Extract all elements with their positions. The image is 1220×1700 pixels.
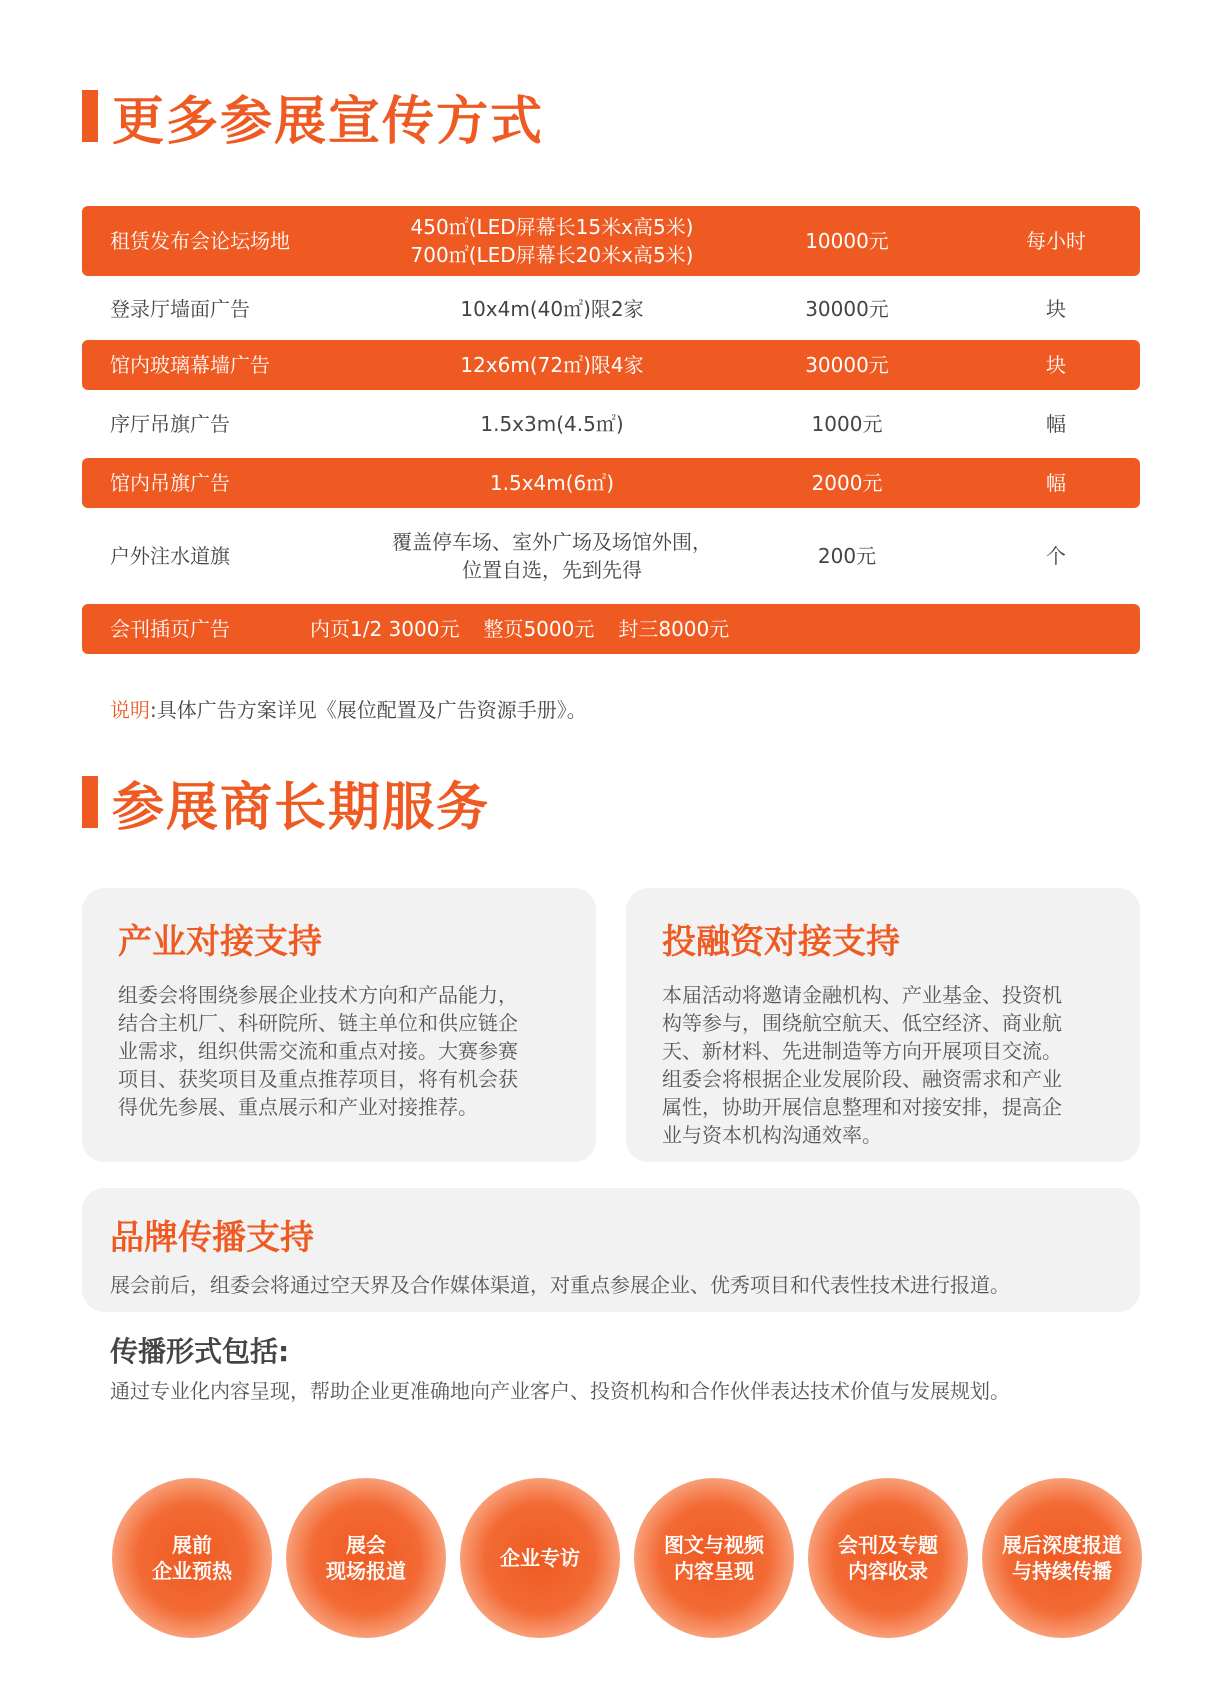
ad-price: 30000元 — [805, 353, 889, 377]
card-title: 投融资对接支持 — [662, 922, 900, 962]
ad-name: 户外注水道旗 — [110, 544, 230, 568]
table-row — [82, 340, 1140, 390]
ad-unit: 幅 — [1046, 412, 1066, 436]
ad-spec: 12x6m(72㎡)限4家 — [460, 353, 644, 377]
section-title-promotion — [82, 86, 545, 152]
ad-name: 馆内吊旗广告 — [110, 471, 230, 495]
table-row — [82, 458, 1140, 508]
ad-price: 30000元 — [805, 297, 889, 321]
table-row — [82, 278, 1140, 340]
finance-support-card — [626, 888, 1140, 1162]
ad-price: 200元 — [817, 544, 877, 568]
form-circle-media: 图文与视频 内容呈现 — [634, 1478, 794, 1638]
form-circle-followup: 展后深度报道 与持续传播 — [982, 1478, 1142, 1638]
insert-price-item: 内页1/2 3000元 — [310, 617, 460, 641]
table-row — [82, 508, 1140, 604]
ad-spec: 450㎡(LED屏幕长15米x高5米) 700㎡(LED屏幕长20米x高5米) — [410, 215, 694, 267]
title-accent-bar — [82, 776, 98, 828]
ad-unit: 个 — [1046, 544, 1066, 568]
insert-price-item: 封三8000元 — [618, 617, 730, 641]
ad-price: 10000元 — [805, 229, 889, 253]
card-title: 品牌传播支持 — [110, 1218, 314, 1258]
ad-unit: 每小时 — [1026, 229, 1086, 253]
spread-description: 通过专业化内容呈现，帮助企业更准确地向产业客户、投资机构和合作伙伴表达技术价值与发展规划。 — [110, 1379, 1010, 1403]
brand-support-card — [82, 1188, 1140, 1312]
form-circle-onsite: 展会 现场报道 — [286, 1478, 446, 1638]
note-text: :具体广告方案详见《展位配置及广告资源手册》。 — [150, 698, 587, 722]
ad-spec: 覆盖停车场、室外广场及场馆外围， 位置自选，先到先得 — [392, 530, 712, 582]
ad-unit: 块 — [1046, 297, 1066, 321]
ad-price: 1000元 — [811, 412, 883, 436]
section-title-text: 参展商长期服务 — [112, 777, 491, 838]
ad-unit: 块 — [1046, 353, 1066, 377]
note-lead: 说明 — [110, 698, 150, 722]
card-title: 产业对接支持 — [118, 922, 322, 962]
table-row — [82, 390, 1140, 458]
form-circle-interview: 企业专访 — [460, 1478, 620, 1638]
ad-name: 会刊插页广告 — [110, 617, 230, 641]
table-note — [110, 694, 587, 723]
title-accent-bar — [82, 90, 98, 142]
ad-name: 租赁发布会论坛场地 — [110, 229, 290, 253]
card-text: 本届活动将邀请金融机构、产业基金、投资机 构等参与，围绕航空航天、低空经济、商业航 天、新材料、先进制造等方向开展项目交流。 组委会将根据企业发展阶段、融资需求和产业 属性，协助开展信息整理和对接安排，提高企 业与资本机构沟通效率。 — [662, 983, 1062, 1147]
insert-prices — [310, 615, 729, 643]
section-title-services — [82, 772, 491, 838]
table-row-insert — [82, 604, 1140, 654]
table-row — [82, 206, 1140, 276]
card-text: 组委会将围绕参展企业技术方向和产品能力， 结合主机厂、科研院所、链主单位和供应链企 业需求，组织供需交流和重点对接。大赛参赛 项目、获奖项目及重点推荐项目，将有机会获 得优先参展、重点展示和产业对接推荐。 — [118, 983, 518, 1119]
ad-name: 序厅吊旗广告 — [110, 412, 230, 436]
ad-spec: 1.5x3m(4.5㎡) — [480, 412, 624, 436]
ad-name: 登录厅墙面广告 — [110, 297, 250, 321]
insert-price-item: 整页5000元 — [483, 617, 595, 641]
ad-spec: 1.5x4m(6㎡) — [489, 471, 615, 495]
ad-name: 馆内玻璃幕墙广告 — [110, 353, 270, 377]
ad-spec: 10x4m(40㎡)限2家 — [460, 297, 644, 321]
form-circle-preheat: 展前 企业预热 — [112, 1478, 272, 1638]
ad-price: 2000元 — [811, 471, 883, 495]
form-circle-catalog: 会刊及专题 内容收录 — [808, 1478, 968, 1638]
ad-price-table — [82, 206, 1140, 654]
spread-title: 传播形式包括: — [110, 1335, 290, 1368]
ad-unit: 幅 — [1046, 471, 1066, 495]
card-text: 展会前后，组委会将通过空天界及合作媒体渠道，对重点参展企业、优秀项目和代表性技术进行报道。 — [110, 1273, 1010, 1297]
section-title-text: 更多参展宣传方式 — [112, 91, 545, 152]
industry-support-card — [82, 888, 596, 1162]
